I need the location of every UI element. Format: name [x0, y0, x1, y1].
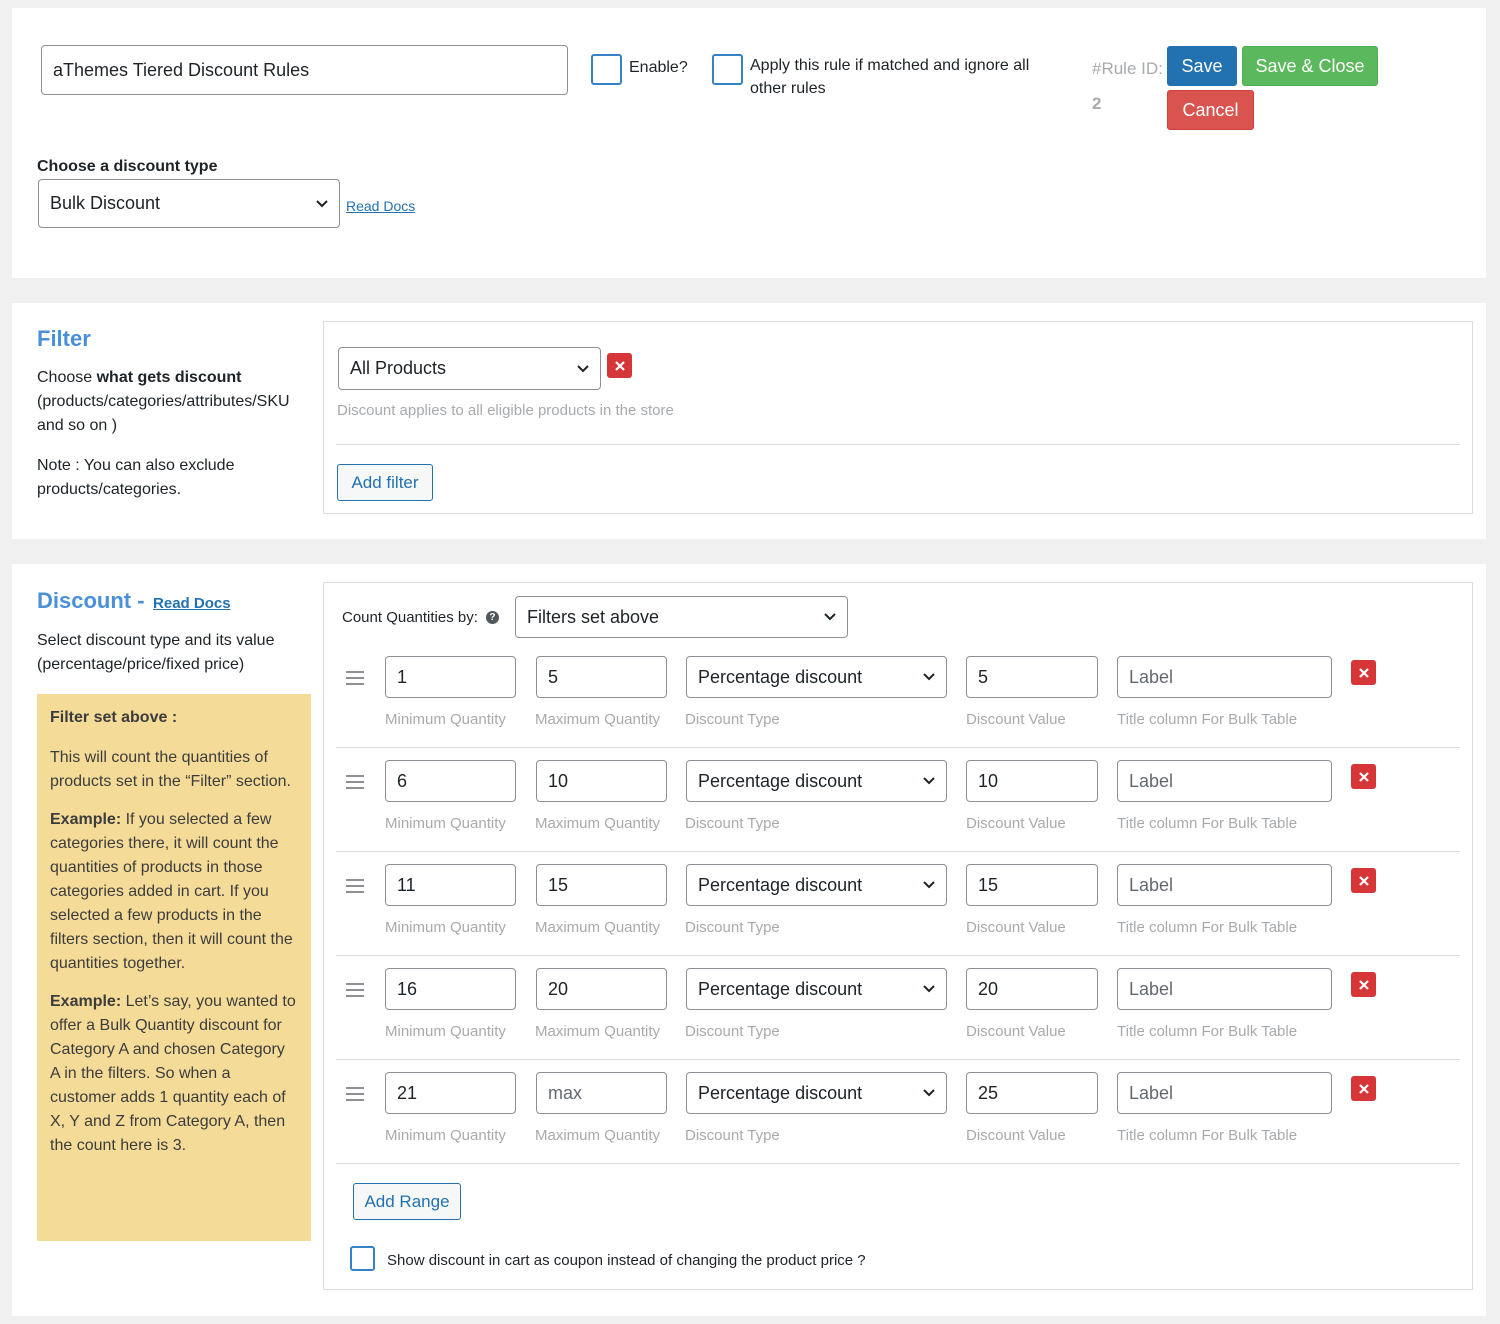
range-row: [324, 968, 1472, 1072]
filter-type-select[interactable]: All Products: [338, 347, 601, 390]
rule-id-label: #Rule ID:: [1092, 59, 1163, 78]
discount-type-heading: Choose a discount type: [37, 158, 218, 175]
filter-box: [323, 321, 1473, 514]
max-quantity-label: Maximum Quantity: [535, 711, 661, 728]
chevron-down-icon: [922, 983, 936, 995]
max-quantity-input[interactable]: 5: [536, 656, 667, 698]
chevron-down-icon: [823, 611, 837, 623]
min-quantity-input[interactable]: 1: [385, 656, 516, 698]
chevron-down-icon: [922, 1087, 936, 1099]
discount-value-input[interactable]: 25: [966, 1072, 1098, 1114]
divider: [336, 851, 1460, 852]
drag-handle-icon[interactable]: [346, 1087, 364, 1105]
discount-type-label: Discount Type: [685, 919, 780, 936]
filter-hint: Discount applies to all eligible products in the store: [337, 402, 674, 419]
chevron-down-icon: [922, 879, 936, 891]
bulk-title-input[interactable]: Label: [1117, 656, 1332, 698]
discount-value-input[interactable]: 10: [966, 760, 1098, 802]
discount-type-select[interactable]: Percentage discount: [686, 864, 947, 906]
discount-type-select[interactable]: Percentage discount: [686, 760, 947, 802]
save-button[interactable]: Save: [1167, 46, 1237, 86]
chevron-down-icon: [922, 671, 936, 683]
discount-type-label: Discount Type: [685, 711, 780, 728]
discount-value-input[interactable]: 15: [966, 864, 1098, 906]
discount-value-label: Discount Value: [966, 919, 1066, 936]
bulk-title-input[interactable]: Label: [1117, 1072, 1332, 1114]
exclusive-rule-label: Apply this rule if matched and ignore all other rules: [750, 57, 1030, 97]
range-row: [324, 1072, 1472, 1176]
rule-id-value: 2: [1092, 94, 1102, 113]
divider: [336, 1163, 1460, 1164]
discount-panel: [12, 564, 1486, 1316]
help-icon[interactable]: ?: [486, 611, 499, 624]
divider: [336, 444, 1460, 445]
bulk-title-label: Title column For Bulk Table: [1117, 1023, 1298, 1040]
remove-range-button[interactable]: [1351, 660, 1376, 685]
discount-type-select[interactable]: Percentage discount: [686, 968, 947, 1010]
min-quantity-label: Minimum Quantity: [385, 1127, 506, 1144]
drag-handle-icon[interactable]: [346, 879, 364, 897]
discount-value-input[interactable]: 20: [966, 968, 1098, 1010]
rule-header-panel: [12, 8, 1486, 278]
discount-type-select[interactable]: Percentage discount: [686, 1072, 947, 1114]
close-icon: [1358, 875, 1370, 887]
max-quantity-label: Maximum Quantity: [535, 1023, 661, 1040]
bulk-title-label: Title column For Bulk Table: [1117, 1127, 1298, 1144]
enable-checkbox[interactable]: [591, 54, 622, 85]
discount-type-select[interactable]: Bulk Discount: [38, 179, 340, 228]
range-row: [324, 760, 1472, 864]
min-quantity-label: Minimum Quantity: [385, 815, 506, 832]
max-quantity-input[interactable]: 20: [536, 968, 667, 1010]
close-icon: [1358, 771, 1370, 783]
enable-label: Enable?: [629, 59, 688, 76]
range-row: [324, 864, 1472, 968]
read-docs-link[interactable]: Read Docs: [346, 198, 416, 214]
count-help-note: Filter set above : This will count the quantities of products set in the “Filter” section. Example: If you selected a few categories there, it will count the quantities of products in those categories added in cart. If you selected a few products in the filters section, then it will count the quantities together. Example: Let’s say, you wanted to offer a Bulk Quantity discount for Category A and chosen Category A in the filters. So when a customer adds 1 quantity each of X, Y and Z from Category A, then the count here is 3.: [37, 694, 311, 1241]
max-quantity-label: Maximum Quantity: [535, 815, 661, 832]
filter-note: Note : You can also exclude products/categories.: [37, 457, 235, 498]
divider: [336, 955, 1460, 956]
discount-type-select[interactable]: Percentage discount: [686, 656, 947, 698]
divider: [336, 747, 1460, 748]
max-quantity-label: Maximum Quantity: [535, 1127, 661, 1144]
bulk-title-label: Title column For Bulk Table: [1117, 815, 1298, 832]
count-by-select[interactable]: Filters set above: [515, 596, 848, 638]
close-icon: [614, 360, 626, 372]
max-quantity-label: Maximum Quantity: [535, 919, 661, 936]
add-range-button[interactable]: Add Range: [353, 1183, 461, 1220]
range-row: [324, 656, 1472, 760]
chevron-down-icon: [315, 198, 329, 210]
rule-name-input[interactable]: aThemes Tiered Discount Rules: [41, 45, 568, 95]
discount-title: Discount -: [37, 588, 145, 613]
bulk-title-input[interactable]: Label: [1117, 760, 1332, 802]
exclusive-rule-checkbox[interactable]: [712, 54, 743, 85]
min-quantity-input[interactable]: 11: [385, 864, 516, 906]
discount-read-docs-link[interactable]: Read Docs: [153, 595, 231, 612]
bulk-title-label: Title column For Bulk Table: [1117, 919, 1298, 936]
remove-range-button[interactable]: [1351, 972, 1376, 997]
max-quantity-input[interactable]: 10: [536, 760, 667, 802]
min-quantity-label: Minimum Quantity: [385, 1023, 506, 1040]
remove-range-button[interactable]: [1351, 764, 1376, 789]
min-quantity-label: Minimum Quantity: [385, 711, 506, 728]
filter-panel: [12, 303, 1486, 539]
coupon-label: Show discount in cart as coupon instead of changing the product price ?: [387, 1252, 866, 1269]
discount-type-label: Discount Type: [685, 1023, 780, 1040]
chevron-down-icon: [576, 363, 590, 375]
bulk-title-input[interactable]: Label: [1117, 968, 1332, 1010]
min-quantity-input[interactable]: 21: [385, 1072, 516, 1114]
drag-handle-icon[interactable]: [346, 983, 364, 1001]
filter-title: Filter: [37, 326, 91, 351]
save-close-button[interactable]: Save & Close: [1242, 46, 1378, 86]
filter-description: Choose what gets discount (products/categories/attributes/SKU and so on ): [37, 369, 290, 434]
coupon-checkbox[interactable]: [350, 1246, 375, 1271]
add-filter-button[interactable]: Add filter: [337, 464, 433, 501]
remove-filter-button[interactable]: [607, 353, 632, 378]
discount-value-label: Discount Value: [966, 1023, 1066, 1040]
remove-range-button[interactable]: [1351, 868, 1376, 893]
bulk-title-input[interactable]: Label: [1117, 864, 1332, 906]
close-icon: [1358, 667, 1370, 679]
close-icon: [1358, 979, 1370, 991]
discount-value-label: Discount Value: [966, 815, 1066, 832]
discount-value-input[interactable]: 5: [966, 656, 1098, 698]
max-quantity-input[interactable]: 15: [536, 864, 667, 906]
discount-value-label: Discount Value: [966, 711, 1066, 728]
drag-handle-icon[interactable]: [346, 671, 364, 689]
discount-box: [323, 582, 1473, 1290]
close-icon: [1358, 1083, 1370, 1095]
divider: [336, 1059, 1460, 1060]
max-quantity-input[interactable]: max: [536, 1072, 667, 1114]
bulk-title-label: Title column For Bulk Table: [1117, 711, 1298, 728]
discount-type-label: Discount Type: [685, 815, 780, 832]
cancel-button[interactable]: Cancel: [1167, 90, 1254, 130]
discount-type-label: Discount Type: [685, 1127, 780, 1144]
chevron-down-icon: [922, 775, 936, 787]
drag-handle-icon[interactable]: [346, 775, 364, 793]
remove-range-button[interactable]: [1351, 1076, 1376, 1101]
min-quantity-input[interactable]: 6: [385, 760, 516, 802]
discount-description: Select discount type and its value (percentage/price/fixed price): [37, 632, 275, 673]
count-by-label: Count Quantities by: ?: [342, 609, 499, 626]
min-quantity-input[interactable]: 16: [385, 968, 516, 1010]
discount-title-row: [37, 588, 231, 614]
discount-value-label: Discount Value: [966, 1127, 1066, 1144]
min-quantity-label: Minimum Quantity: [385, 919, 506, 936]
